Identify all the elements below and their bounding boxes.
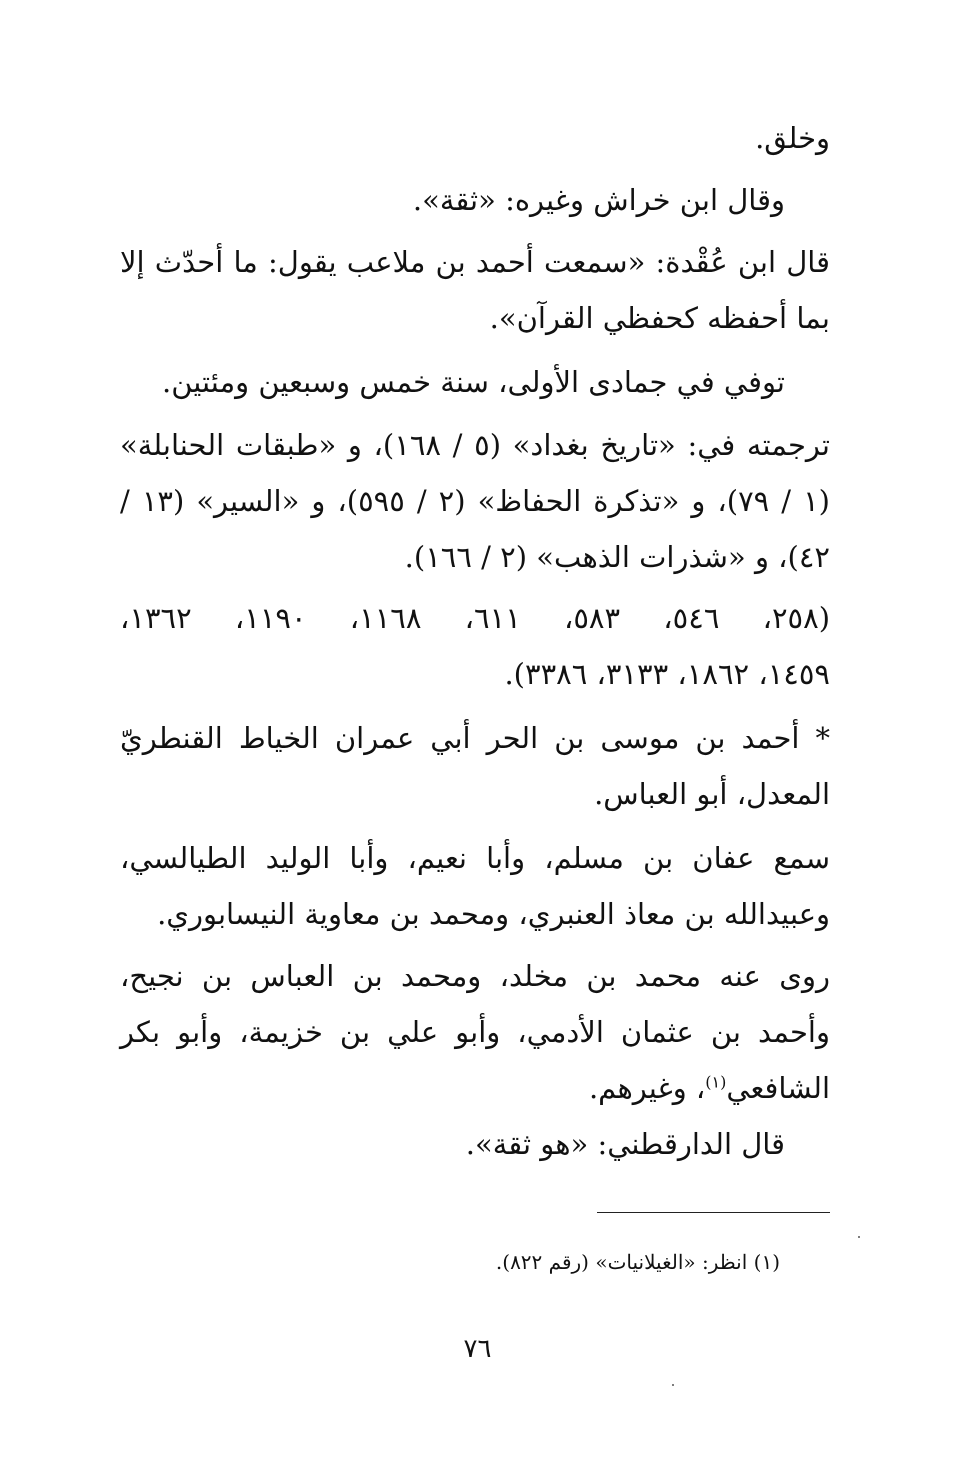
text-line: وخلق. bbox=[755, 121, 830, 155]
text-line bbox=[120, 1068, 830, 1108]
scan-speck bbox=[858, 1236, 860, 1238]
text-line: وأحمد بن عثمان الأدمي، وأبو علي بن خزيمة، وأبو بكر bbox=[120, 1015, 830, 1049]
footnote: (١) انظر: «الغيلانيات» (رقم ٨٢٢). bbox=[495, 1250, 780, 1274]
page-number: ٧٦ bbox=[463, 1334, 492, 1364]
text-line: (١ / ٧٩)، و «تذكرة الحفاظ» (٢ / ٥٩٥)، و «السير» (١٣ / bbox=[120, 484, 830, 518]
text-line: بما أحفظه كحفظي القرآن». bbox=[489, 301, 830, 335]
text-segment: الشافعي bbox=[726, 1071, 830, 1105]
footnote-divider bbox=[597, 1212, 830, 1213]
text-line: ترجمته في: «تاريخ بغداد» (٥ / ١٦٨)، و «طبقات الحنابلة» bbox=[120, 428, 830, 462]
footnote-reference[interactable]: (١) bbox=[705, 1072, 727, 1092]
text-line: توفي في جمادى الأولى، سنة خمس وسبعين ومئتين. bbox=[162, 365, 785, 399]
text-line: ١٤٥٩، ١٨٦٢، ٣١٣٣، ٣٣٨٦). bbox=[504, 657, 830, 691]
text-line: قال الدارقطني: «هو ثقة». bbox=[465, 1127, 785, 1161]
text-line: سمع عفان بن مسلم، وأبا نعيم، وأبا الوليد الطيالسي، bbox=[120, 841, 830, 875]
text-line: وعبيدالله بن معاذ العنبري، ومحمد بن معاوية النيسابوري. bbox=[157, 897, 830, 931]
text-line: قال ابن عُقْدة: «سمعت أحمد بن ملاعب يقول: ما أحدّث إلا bbox=[120, 245, 830, 279]
entry-heading: * أحمد بن موسى بن الحر أبي عمران الخياط القنطريّ bbox=[120, 721, 830, 755]
text-line: ٤٢)، و «شذرات الذهب» (٢ / ١٦٦). bbox=[404, 540, 830, 574]
text-segment: ، وغيرهم. bbox=[588, 1071, 706, 1105]
text-line: المعدل، أبو العباس. bbox=[594, 777, 830, 811]
text-line: (٢٥٨، ٥٤٦، ٥٨٣، ٦١١، ١١٦٨، ١١٩٠، ١٣٦٢، bbox=[120, 601, 831, 635]
scan-speck bbox=[672, 1384, 674, 1386]
text-line: وقال ابن خراش وغيره: «ثقة». bbox=[412, 183, 785, 217]
text-line: روى عنه محمد بن مخلد، ومحمد بن العباس بن نجيح، bbox=[120, 959, 830, 993]
